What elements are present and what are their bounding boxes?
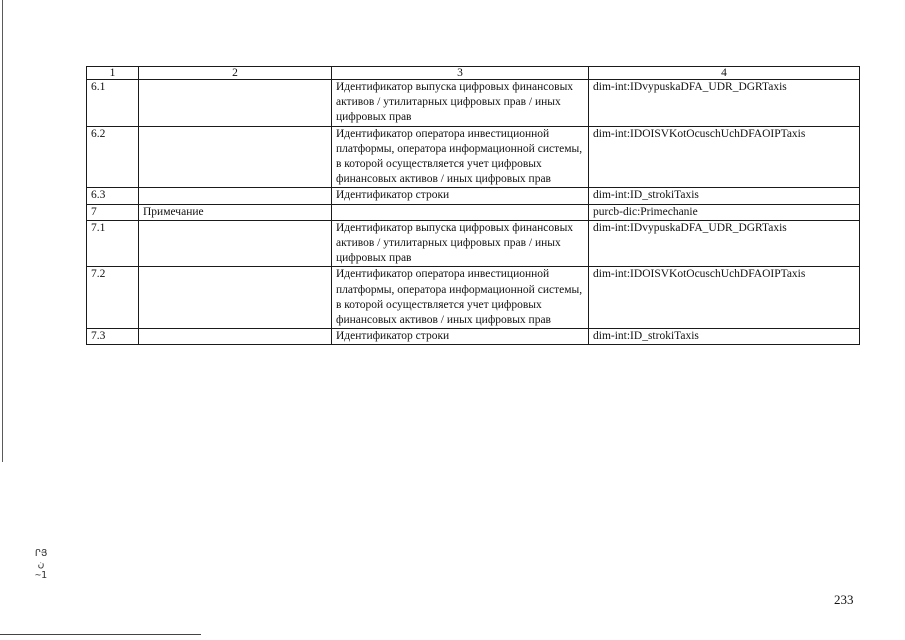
row-description-cell: Идентификатор строки <box>332 188 589 204</box>
page-number: 233 <box>834 592 854 607</box>
column-header-2: 2 <box>139 67 332 80</box>
row-name-cell: Примечание <box>139 204 332 220</box>
row-code-cell: dim-int:ID_strokiTaxis <box>589 188 860 204</box>
table-row <box>87 220 860 267</box>
row-description-cell <box>332 204 589 220</box>
table-row <box>87 80 860 127</box>
table-header-row <box>87 67 860 80</box>
margin-marks <box>34 548 48 581</box>
row-code-cell: dim-int:IDvypuskaDFA_UDR_DGRTaxis <box>589 220 860 267</box>
row-number-cell: 7.3 <box>87 329 139 345</box>
row-name-cell <box>139 267 332 329</box>
row-code-cell: dim-int:IDvypuskaDFA_UDR_DGRTaxis <box>589 80 860 127</box>
table-row <box>87 188 860 204</box>
row-description-cell: Идентификатор выпуска цифровых финансовых активов / утилитарных цифровых прав / иных цифровых прав <box>332 220 589 267</box>
row-number-cell: 7.2 <box>87 267 139 329</box>
row-number-cell: 7.1 <box>87 220 139 267</box>
left-margin-rule <box>2 0 3 462</box>
table-row <box>87 204 860 220</box>
table-row <box>87 267 860 329</box>
column-header-4: 4 <box>589 67 860 80</box>
row-description-cell: Идентификатор строки <box>332 329 589 345</box>
row-number-cell: 6.1 <box>87 80 139 127</box>
table-row <box>87 329 860 345</box>
margin-mark: ՐՅ <box>34 548 48 559</box>
row-code-cell: dim-int:IDOISVKotOcuschUchDFAOIPTaxis <box>589 267 860 329</box>
row-code-cell: dim-int:ID_strokiTaxis <box>589 329 860 345</box>
row-description-cell: Идентификатор оператора инвестиционной платформы, оператора информационной системы, в которой осуществляется учет цифровых финансовых активов / иных цифровых прав <box>332 267 589 329</box>
column-header-3: 3 <box>332 67 589 80</box>
row-number-cell: 7 <box>87 204 139 220</box>
row-code-cell: purcb-dic:Primechanie <box>589 204 860 220</box>
row-description-cell: Идентификатор выпуска цифровых финансовых активов / утилитарных цифровых прав / иных цифровых прав <box>332 80 589 127</box>
row-code-cell: dim-int:IDOISVKotOcuschUchDFAOIPTaxis <box>589 126 860 188</box>
column-header-1: 1 <box>87 67 139 80</box>
margin-mark: ن <box>37 559 45 570</box>
row-number-cell: 6.2 <box>87 126 139 188</box>
row-description-cell: Идентификатор оператора инвестиционной платформы, оператора информационной системы, в которой осуществляется учет цифровых финансовых активов / иных цифровых прав <box>332 126 589 188</box>
row-name-cell <box>139 126 332 188</box>
row-name-cell <box>139 220 332 267</box>
row-name-cell <box>139 329 332 345</box>
data-table <box>86 66 860 345</box>
row-name-cell <box>139 80 332 127</box>
row-number-cell: 6.3 <box>87 188 139 204</box>
table-row <box>87 126 860 188</box>
footer-rule <box>0 634 201 635</box>
margin-mark: ~1 <box>34 570 48 581</box>
row-name-cell <box>139 188 332 204</box>
